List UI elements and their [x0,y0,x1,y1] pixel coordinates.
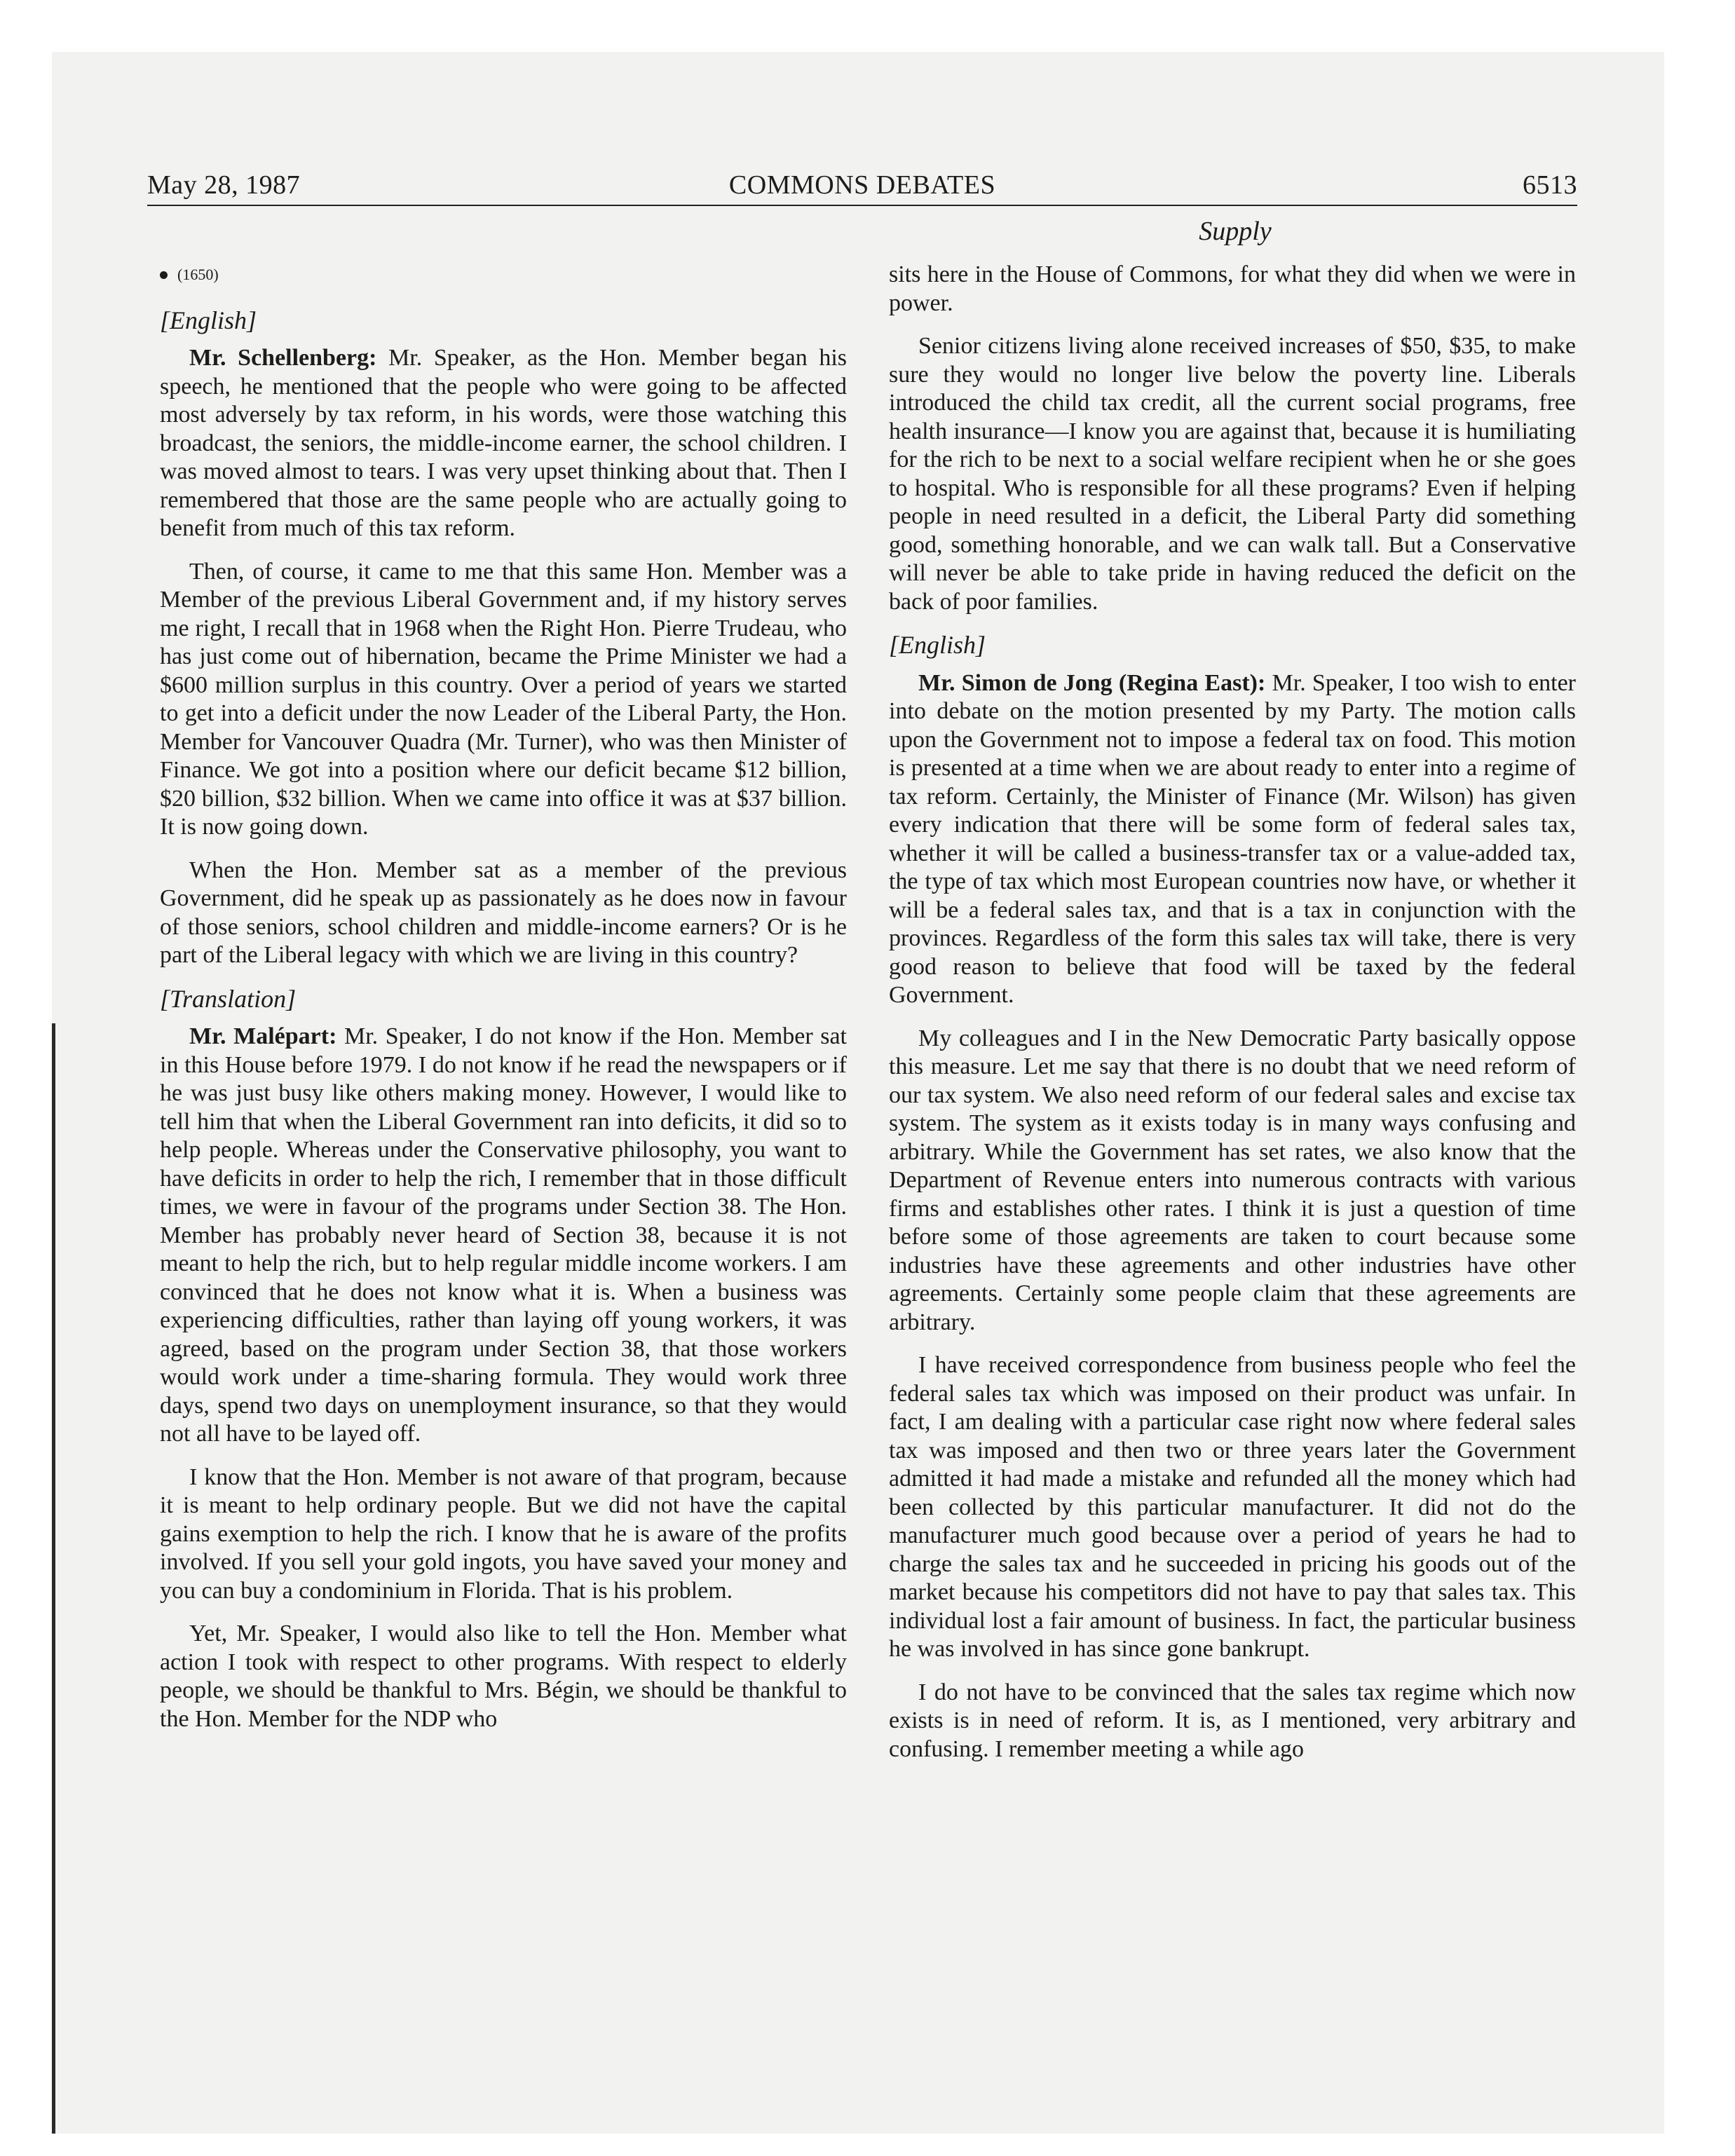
language-marker: [English] [160,306,257,334]
paragraph [160,344,847,543]
speaker-name: Mr. Schellenberg: [189,345,377,371]
left-column [160,261,847,1748]
right-column [889,261,1576,1778]
scan-shadow-edge [52,1023,55,2134]
paragraph: When the Hon. Member sat as a member of the previous Government, did he speak up as passionately as he does now in favour of those seniors, school children and middle-income earners? Or is he part of the Liberal legacy with which we are living in this country? [160,857,847,968]
speech-text: Mr. Speaker, I do not know if the Hon. Member sat in this House before 1979. I do not know if he read the newspapers or if he was just busy like others making money. However, I would like to tell him that when the Liberal Government ran into deficits, it did so to help people. Whereas under the Conservative philosophy, you want to have deficits in order to help the rich, I remember that in those difficult times, we were in favour of the programs under Section 38. The Hon. Member has probably never heard of Section 38, because it is not meant to help the rich, but to help regular middle income workers. I am convinced that he does not know what it is. When a business was experiencing difficulties, rather than laying off young workers, it was agreed, based on the program under Section 38, that those workers would work under a time-sharing formula. They would work three days, spend two days on unemployment insurance, so that they would not all have to be layed off. [160,1023,848,1447]
paragraph: My colleagues and I in the New Democratic Party basically oppose this measure. Let me say that there is no doubt that we need reform of our tax system. We also need reform of our federal sales and excise tax system. The system as it exists today is in many ways confusing and arbitrary. While the Government has set rates, we also know that the Department of Revenue enters into numerous contracts with various firms and establishes other rates. I think it is just a question of time before some of those agreements are taken to court because some industries have these agreements and other industries have other agreements. Certainly some people claim that these agreements are arbitrary. [889,1025,1576,1335]
paragraph: I do not have to be convinced that the sales tax regime which now exists is in need of reform. It is, as I mentioned, very arbitrary and confusing. I remember meeting a while ago [889,1679,1576,1762]
speaker-name: Mr. Simon de Jong (Regina East): [918,669,1266,696]
paragraph: sits here in the House of Commons, for what they did when we were in power. [889,261,1576,316]
paragraph: I have received correspondence from business people who feel the federal sales tax which was imposed on their product was unfair. In fact, I am dealing with a particular case right now where federal sales tax was imposed and then two or three years later the Government admitted it had made a mistake and refunded all the money which had been collected by this particular manufacturer. It did not do the manufacturer much good because over a period of years he had to charge the sales tax and he succeeded in pricing his goods out of the market because his competitors did not have to pay that sales tax. This individual lost a fair amount of business. In fact, the particular business he was involved in has since gone bankrupt. [889,1352,1576,1662]
speech-text: Mr. Speaker, as the Hon. Member began his speech, he mentioned that the people who were going to be affected most adversely by tax reform, in his words, were those watching this broadcast, the seniors, the middle-income earner, the school children. I was moved almost to tears. I was very upset thinking about that. Then I remembered that those are the same people who are actually going to benefit from much of this tax reform. [160,345,847,541]
paragraph [160,1023,847,1449]
header-publication: COMMONS DEBATES [728,170,996,200]
section-heading: Supply [1199,217,1272,246]
paragraph: I know that the Hon. Member is not aware of that program, because it is meant to help ordinary people. But we did not have the capital gains exemption to help the rich. I know that he is aware of the profits involved. If you sell your gold ingots, you have saved your money and you can buy a condominium in Florida. That is his problem. [160,1464,847,1604]
language-marker: [English] [889,631,986,659]
paragraph: Yet, Mr. Speaker, I would also like to tell the Hon. Member what action I took with respect to other programs. With respect to elderly people, we should be thankful to Mrs. Bégin, we should be thankful to the Hon. Member for the NDP who [160,1621,847,1732]
paragraph: Senior citizens living alone received increases of $50, $35, to make sure they would no longer live below the poverty line. Liberals introduced the child tax credit, all the current social programs, free health insurance—I know you are against that, because it is humiliating for the rich to be next to a social welfare recipient when he or she goes to hospital. Who is responsible for all these programs? Even if helping people in need resulted in a deficit, the Liberal Party did something good, something honorable, and we can walk tall. But a Conservative will never be able to take pride in having reduced the deficit on the back of poor families. [889,333,1576,615]
timestamp-marker [160,261,847,289]
page-header [147,165,1577,205]
language-marker: [Translation] [160,984,297,1013]
speaker-name: Mr. Malépart: [189,1023,337,1049]
paragraph: Then, of course, it came to me that this same Hon. Member was a Member of the previous Liberal Government and, if my history serves me right, I recall that in 1968 when the Right Hon. Pierre Trudeau, who has just come out of hibernation, became the Prime Minister we had a $600 million surplus in this country. Over a period of years we started to get into a deficit under the now Leader of the Liberal Party, the Hon. Member for Vancouver Quadra (Mr. Turner), who was then Minister of Finance. We got into a position where our deficit became $12 billion, $20 billion, $32 billion. When we came into office it was at $37 billion. It is now going down. [160,558,847,840]
header-rule [147,205,1577,206]
bullet-icon [160,271,168,279]
speech-text: Mr. Speaker, I too wish to enter into debate on the motion presented by my Party. The motion calls upon the Government not to impose a federal tax on food. This motion is presented at a time when we are about ready to enter into a regime of tax reform. Certainly, the Minister of Finance (Mr. Wilson) has given every indication that there will be some form of federal sales tax, whether it will be called a business-transfer tax or a value-added tax, the type of tax which most European countries now have, or whether it will be a federal sales tax, and that is a tax in conjunction with the provinces. Regardless of the form this sales tax will take, there is very good reason to believe that food will be taxed by the federal Government. [889,669,1576,1008]
timestamp-text: (1650) [177,266,219,283]
paragraph [889,669,1576,1010]
header-date: May 28, 1987 [147,170,301,200]
header-page-number: 6513 [1523,170,1577,200]
